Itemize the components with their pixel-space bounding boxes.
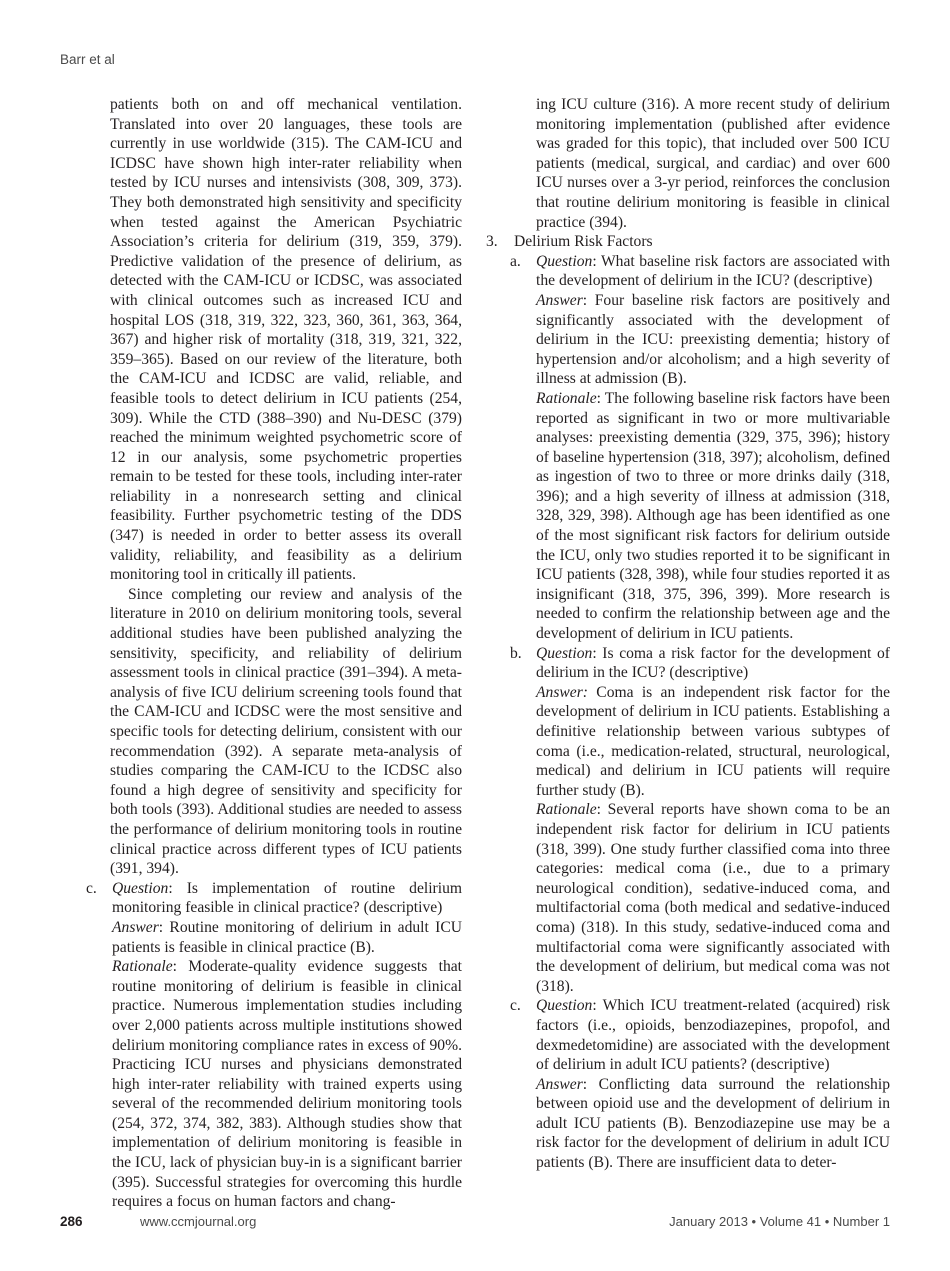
answer: Answer: Coma is an independent risk factor for the development of delirium in ICU patients. Establishing a definitive relationship between various subtypes of coma (i.e., medication-related, structural, neurological, medical) and delirium in ICU patients will require further study (B). [536, 683, 890, 799]
section-heading [486, 232, 890, 252]
issue-info: January 2013 • Volume 41 • Number 1 [669, 1214, 890, 1229]
question: Question: Which ICU treatment-related (acquired) risk factors (i.e., opioids, benzodiazepines, propofol, and dexmedetomidine) are associated with the development of delirium in adult ICU patients? (descriptive) [536, 997, 890, 1074]
list-marker: b. [510, 644, 522, 662]
left-column [86, 95, 462, 1212]
list-item [510, 644, 890, 997]
paragraph: Since completing our review and analysis of the literature in 2010 on delirium monitoring tools, several additional studies have been published analyzing the sensitivity, specificity, and reliability of delirium assessment tools in clinical practice (391–394). A meta-analysis of five ICU delirium screening tools found that the CAM-ICU and ICDSC were the most sensitive and specific tools for detecting delirium, consistent with our recommendation (392). A separate meta-analysis of studies comparing the CAM-ICU to the ICDSC also found a high degree of sensitivity and specificity for both tools (393). Additional studies are needed to assess the performance of delirium monitoring tools in routine clinical practice across different types of ICU patients (391, 394). [110, 585, 462, 878]
question: Question: Is implementation of routine delirium monitoring feasible in clinical practice? (descriptive) [112, 879, 462, 917]
list-marker: c. [510, 997, 521, 1015]
list-item [510, 996, 890, 1172]
list-item [510, 252, 890, 644]
journal-url: www.ccmjournal.org [140, 1214, 257, 1229]
right-column [486, 95, 890, 1173]
page-footer [60, 1214, 890, 1234]
paragraph: patients both on and off mechanical ventilation. Translated into over 20 languages, these tools are currently in use worldwide (315). The CAM-ICU and ICDSC have shown high inter-rater reliability when tested by ICU nurses and intensivists (308, 309, 373). They both demonstrated high sensitivity and specificity when tested against the American Psychiatric Association’s criteria for delirium (319, 359, 379). Predictive validation of the presence of delirium, as detected with the CAM-ICU or ICDSC, was associated with clinical outcomes such as increased ICU and hospital LOS (318, 319, 322, 323, 360, 361, 363, 364, 367) and higher risk of mortality (318, 319, 321, 322, 359–365). Based on our review of the literature, both the CAM-ICU and ICDSC are valid, reliable, and feasible tools to detect delirium in ICU patients (254, 309). While the CTD (388–390) and Nu-DESC (379) reached the minimum weighted psychometric score of 12 in our analysis, some psychometric properties remain to be tested for these tools, including inter-rater reliability in a nonresearch setting and clinical feasibility. Further psychometric testing of the DDS (347) is needed in order to better assess its overall validity, reliability, and feasibility as a delirium monitoring tool in critically ill patients. [110, 96, 462, 584]
list-marker: c. [86, 879, 97, 897]
rationale: Rationale: Several reports have shown coma to be an independent risk factor for delirium in ICU patients (318, 399). One study further classified coma into three categories: medical coma (i.e., due to a primary neurological condition), sedative-induced coma, and multifactorial coma (both medical and sedative-induced coma) (318). In this study, sedative-induced coma and multifactorial coma were significantly associated with the development of delirium, but medical coma was not (318). [536, 801, 890, 995]
question: Question: Is coma a risk factor for the development of delirium in the ICU? (descriptive) [536, 644, 890, 682]
rationale: Rationale: The following baseline risk factors have been reported as significant in two or more multivariable analyses: preexisting dementia (329, 375, 396); history of baseline hypertension (318, 397); alcoholism, defined as ingestion of two to three or more drinks daily (318, 396); and a high severity of illness at admission (318, 328, 329, 398). Although age has been identified as one of the most significant risk factors for delirium outside the ICU, only two studies reported it to be significant in ICU patients (328, 398), while four studies reported it as insignificant (318, 375, 396, 399). More research is needed to confirm the relationship between age and the development of delirium in ICU patients. [536, 389, 890, 643]
answer: Answer: Four baseline risk factors are positively and significantly associated with the development of delirium in the ICU: preexisting dementia; history of hypertension and/or alcoholism; and a high severity of illness at admission (B). [536, 291, 890, 388]
page-number: 286 [60, 1214, 83, 1229]
question: Question: What baseline risk factors are associated with the development of delirium in the ICU? (descriptive) [536, 252, 890, 290]
list-marker: a. [510, 252, 521, 270]
list-item [86, 879, 462, 1212]
section-title: Delirium Risk Factors [514, 233, 653, 251]
running-head: Barr et al [60, 52, 115, 67]
answer: Answer: Conflicting data surround the relationship between opioid use and the development of delirium in adult ICU patients (B). Benzodiazepine use may be a risk factor for the development of delirium in adult ICU patients (B). There are insufficient data to deter- [536, 1075, 890, 1172]
rationale: Rationale: Moderate-quality evidence suggests that routine monitoring of delirium is feasible in clinical practice. Numerous implementation studies including over 2,000 patients across multiple institutions showed delirium monitoring compliance rates in excess of 90%. Practicing ICU nurses and physicians demonstrated high inter-rater reliability with trained experts using several of the recommended delirium monitoring tools (254, 372, 374, 382, 383). Although studies show that implementation of delirium monitoring is feasible in the ICU, lack of physician buy-in is a significant barrier (395). Successful strategies for overcoming this hurdle requires a focus on human factors and chang- [112, 958, 462, 1211]
section-number: 3. [486, 233, 498, 251]
paragraph: ing ICU culture (316). A more recent study of delirium monitoring implementation (published after evidence was graded for this topic), that included over 500 ICU patients (medical, surgical, and cardiac) and over 600 ICU nurses over a 3-yr period, reinforces the conclusion that routine delirium monitoring is feasible in clinical practice (394). [536, 96, 890, 231]
answer: Answer: Routine monitoring of delirium in adult ICU patients is feasible in clinical practice (B). [112, 918, 462, 956]
